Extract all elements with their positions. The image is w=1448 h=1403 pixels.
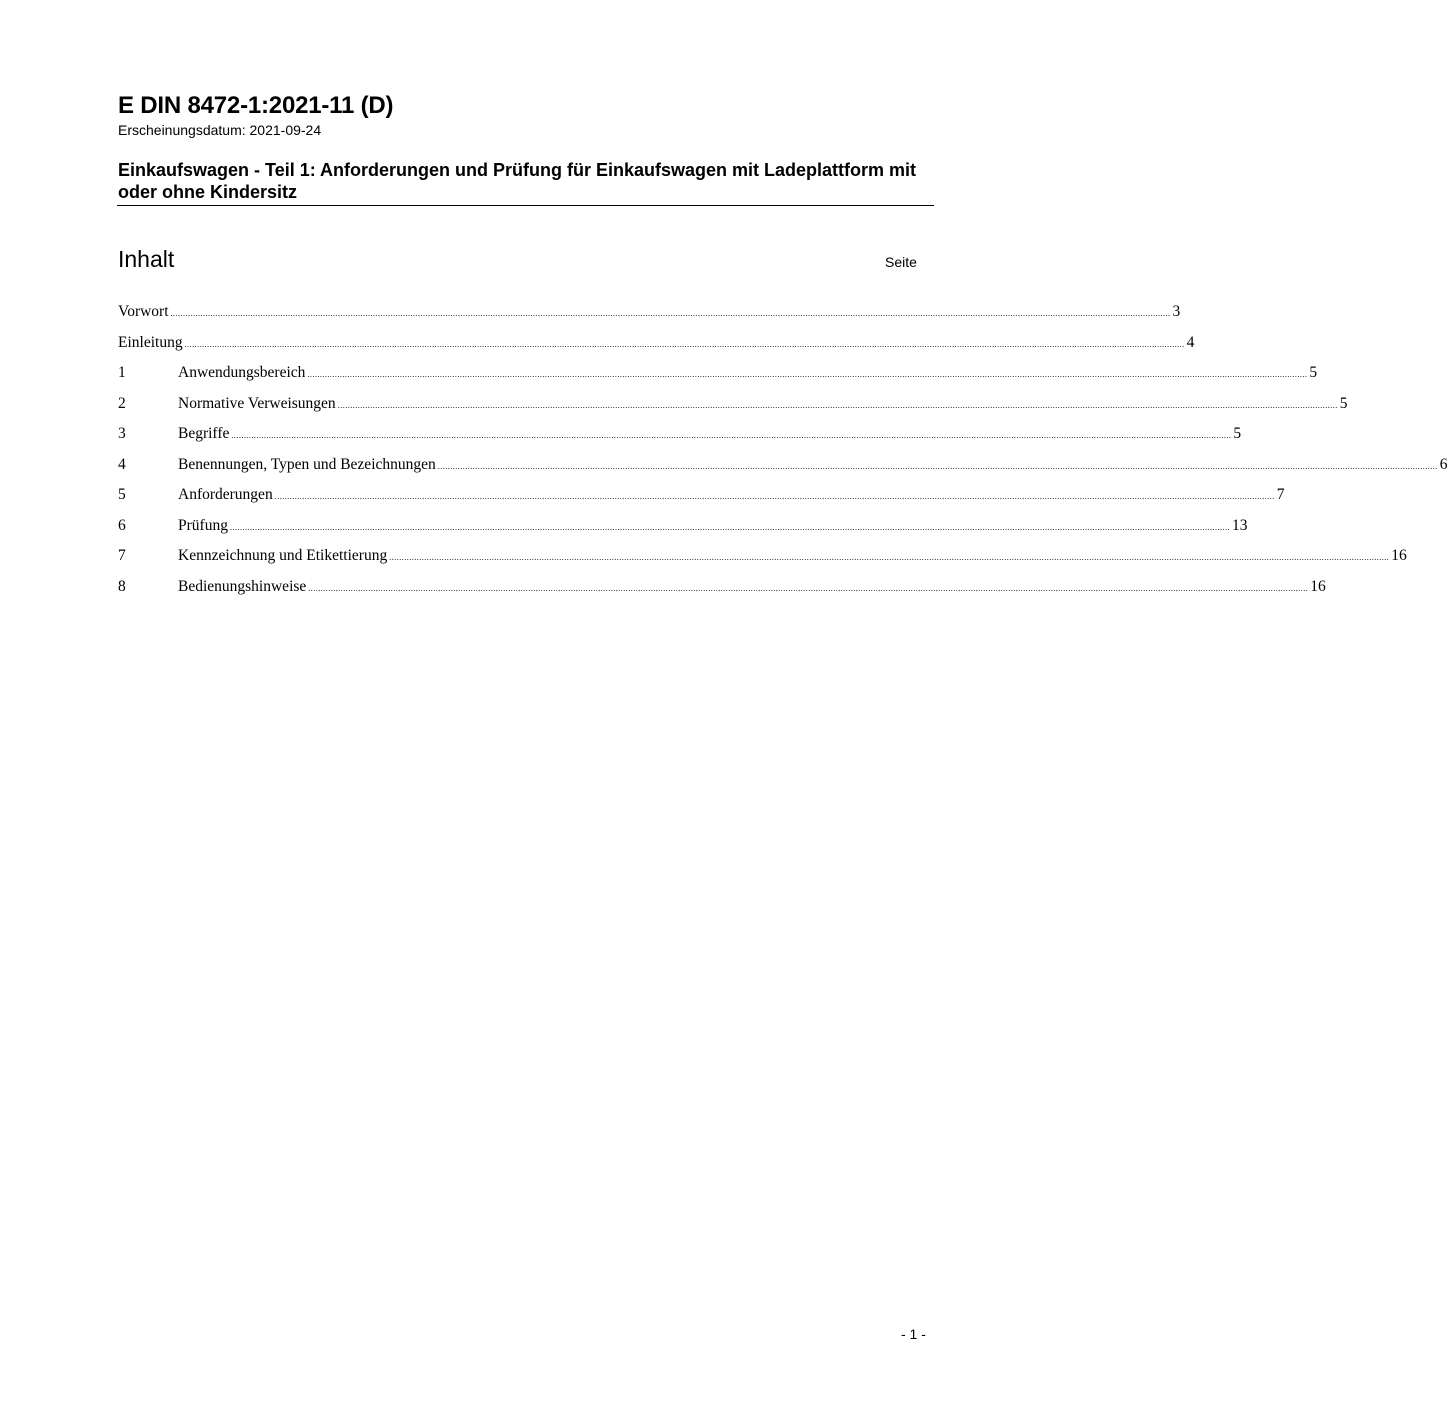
toc-entry-label: Anwendungsbereich [178,364,306,381]
toc-leader-dots: ................................................................................................................................................................................................................................................................................................................................................................................................................ [229,522,1230,532]
toc-entry-3[interactable] [118,424,1242,455]
toc-entry-vorwort[interactable] [118,302,1181,333]
toc-leader-dots: ................................................................................................................................................................................................................................................................................................................................................................................................................ [337,400,1338,410]
page-number: - 1 - [901,1326,926,1342]
toc-leader-dots: ................................................................................................................................................................................................................................................................................................................................................................................................................ [437,461,1438,471]
toc-page-column-label: Seite [885,254,917,270]
toc-leader-dots: ................................................................................................................................................................................................................................................................................................................................................................................................................ [307,370,1308,379]
publication-date: Erscheinungsdatum: 2021-09-24 [118,122,322,138]
toc-entry-label: Begriffe [178,425,230,442]
toc-leader-dots: ................................................................................................................................................................................................................................................................................................................................................................................................................ [184,339,1185,349]
toc-entry-page: 3 [1172,303,1181,320]
toc-entry-number: 6 [118,516,126,534]
toc-leader-dots: ................................................................................................................................................................................................................................................................................................................................................................................................................ [389,553,1390,562]
toc-entry-page: 6 [1439,455,1448,473]
toc-entry-4[interactable] [118,455,1448,486]
toc-entry-page: 5 [1309,364,1318,381]
toc-entry-6[interactable] [118,516,1248,547]
toc-entry-label: Kennzeichnung und Etikettierung [178,547,388,564]
toc-entry-2[interactable] [118,394,1348,425]
toc-entry-label: Einleitung [118,333,183,351]
document-title: Einkaufswagen - Teil 1: Anforderungen und Prüfung für Einkaufswagen mit Ladeplattform mit oder ohne Kindersitz [118,160,917,202]
toc-entry-page: 5 [1339,394,1348,412]
title-divider [117,205,934,206]
table-of-contents [118,302,1448,607]
toc-entry-number: 3 [118,425,126,442]
toc-entry-label: Prüfung [178,516,228,534]
toc-entry-number: 2 [118,394,126,412]
toc-leader-dots: ................................................................................................................................................................................................................................................................................................................................................................................................................ [308,583,1309,593]
toc-entry-page: 13 [1231,516,1248,534]
toc-heading: Inhalt [118,246,175,272]
toc-entry-number: 4 [118,455,126,473]
toc-entry-number: 7 [118,547,126,564]
toc-entry-page: 7 [1276,486,1285,503]
toc-entry-7[interactable] [118,546,1407,577]
toc-entry-einleitung[interactable] [118,333,1195,364]
toc-entry-page: 16 [1310,577,1326,595]
toc-entry-page: 4 [1186,333,1195,351]
toc-entry-8[interactable] [118,577,1326,608]
toc-leader-dots: ................................................................................................................................................................................................................................................................................................................................................................................................................ [170,309,1171,318]
toc-leader-dots: ................................................................................................................................................................................................................................................................................................................................................................................................................ [274,492,1275,501]
toc-entry-label: Anforderungen [178,486,273,503]
toc-entry-label: Vorwort [118,303,169,320]
toc-entry-number: 1 [118,364,126,381]
toc-entry-label: Normative Verweisungen [178,394,336,412]
toc-entry-number: 5 [118,486,126,503]
document-id: E DIN 8472-1:2021-11 (D) [118,92,394,119]
toc-entry-label: Benennungen, Typen und Bezeichnungen [178,455,436,473]
toc-entry-5[interactable] [118,485,1285,516]
toc-entry-number: 8 [118,577,126,595]
toc-entry-page: 5 [1233,425,1242,442]
toc-entry-1[interactable] [118,363,1318,394]
toc-entry-label: Bedienungshinweise [178,577,307,595]
toc-entry-page: 16 [1391,547,1407,564]
toc-leader-dots: ................................................................................................................................................................................................................................................................................................................................................................................................................ [231,431,1232,440]
